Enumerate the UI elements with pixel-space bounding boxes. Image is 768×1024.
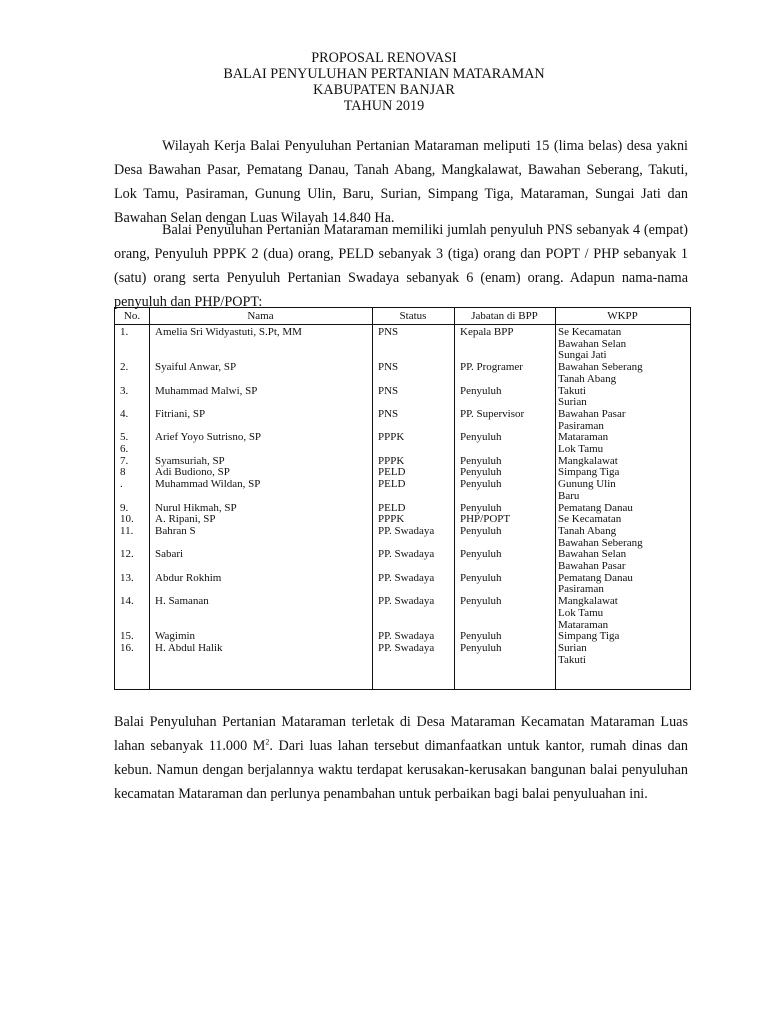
header-status: Status (399, 310, 427, 322)
table-cell-status: PELD (378, 466, 406, 479)
table-cell-wkpp: Bawahan Pasar (558, 407, 626, 420)
table-cell-wkpp: Pematang Danau (558, 571, 633, 584)
title-line-2: BALAI PENYULUHAN PERTANIAN MATARAMAN (223, 66, 545, 82)
table-cell-nama: H. Abdul Halik (155, 641, 223, 654)
paragraph-lokasi-text-continued: . Dari luas lahan tersebut dimanfaatkan untuk kantor, rumah dinas dan kebun. Namun dengan berjalannya waktu terdapat kerusakan-kerusakan bangunan balai penyuluhan kecamatan Mataraman dan perlunya penambahan untuk perbaikan bagi balai penyuluahan ini. (114, 738, 688, 802)
table-cell-status: PP. Swadaya (378, 641, 435, 654)
table-cell-no: 7. (120, 454, 129, 467)
table-cell-no: 6. (120, 443, 129, 455)
table-cell-status: PELD (378, 478, 406, 491)
table-cell-nama: H. Samanan (155, 595, 209, 608)
table-cell-no: 10. (120, 513, 134, 526)
table-cell-status: PP. Swadaya (378, 524, 435, 537)
table-cell-wkpp: Mataraman (558, 431, 609, 444)
table-cell-nama: Muhammad Wildan, SP (155, 478, 261, 491)
table-cell-status: PNS (378, 407, 399, 420)
table-cell-status: PPPK (378, 431, 405, 444)
superscript-2: 2 (265, 737, 270, 747)
header-nama: Nama (247, 310, 274, 322)
table-cell-jabatan: Penyuluh (460, 630, 502, 643)
table-cell-wkpp: Mangkalawat (558, 454, 618, 467)
table-cell-nama: Nurul Hikmah, SP (155, 501, 237, 514)
table-cell-nama: Sabari (155, 548, 184, 561)
title-line-3: KABUPATEN BANJAR (313, 82, 455, 98)
table-cell-no: 2. (120, 361, 129, 374)
table-cell-jabatan: Penyuluh (460, 524, 502, 537)
table-cell-wkpp: Bawahan Selan (558, 548, 627, 561)
table-cell-wkpp: Surian (558, 396, 587, 409)
table-cell-jabatan: Kepala BPP (460, 326, 514, 338)
table-cell-no: 12. (120, 548, 134, 561)
table-column-divider (454, 308, 455, 689)
table-cell-no: 11. (120, 524, 134, 537)
table-cell-jabatan: Penyuluh (460, 501, 502, 514)
table-cell-nama: Muhammad Malwi, SP (155, 384, 258, 397)
table-cell-no: 16. (120, 641, 134, 654)
table-cell-nama: Amelia Sri Widyastuti, S.Pt, MM (155, 326, 302, 338)
table-cell-wkpp: Pasiraman (558, 583, 604, 596)
table-cell-no: 13. (120, 571, 134, 584)
table-cell-wkpp: Simpang Tiga (558, 466, 620, 479)
paragraph-lokasi-text: Balai Penyuluhan Pertanian Mataraman terletak di Desa Mataraman Kecamatan Mataraman Luas lahan sebanyak 11.000 M (114, 714, 688, 754)
table-cell-status: PELD (378, 501, 406, 514)
table-cell-jabatan: Penyuluh (460, 431, 502, 444)
table-cell-nama: Fitriani, SP (155, 407, 206, 420)
table-cell-wkpp: Bawahan Selan (558, 337, 627, 350)
table-cell-wkpp: Pasiraman (558, 419, 604, 432)
table-cell-status: PNS (378, 384, 399, 397)
table-cell-wkpp: Takuti (558, 653, 586, 666)
table-cell-jabatan: Penyuluh (460, 595, 502, 608)
table-cell-wkpp: Se Kecamatan (558, 513, 622, 526)
table-cell-wkpp: Lok Tamu (558, 606, 604, 619)
table-cell-wkpp: Simpang Tiga (558, 630, 620, 643)
header-wkpp: WKPP (607, 310, 638, 322)
table-cell-wkpp: Bawahan Seberang (558, 361, 643, 374)
table-cell-nama: Adi Budiono, SP (155, 466, 230, 479)
paragraph-lokasi-balai (114, 710, 688, 806)
table-cell-no: 5. (120, 431, 129, 444)
table-cell-nama: Syamsuriah, SP (155, 454, 225, 467)
table-cell-status: PP. Swadaya (378, 630, 435, 643)
table-cell-status: PPPK (378, 454, 405, 467)
table-cell-jabatan: Penyuluh (460, 478, 502, 491)
table-cell-no: 15. (120, 630, 134, 643)
table-column-divider (555, 308, 556, 689)
table-column-divider (372, 308, 373, 689)
table-cell-wkpp: Surian (558, 641, 587, 654)
table-cell-wkpp: Sungai Jati (558, 349, 607, 362)
table-header-divider (115, 324, 690, 325)
table-cell-wkpp: Lok Tamu (558, 443, 604, 455)
table-cell-no: . (120, 478, 123, 491)
table-cell-wkpp: Se Kecamatan (558, 326, 622, 338)
table-cell-status: PP. Swadaya (378, 571, 435, 584)
table-cell-wkpp: Takuti (558, 384, 586, 397)
table-cell-jabatan: Penyuluh (460, 466, 502, 479)
table-cell-wkpp: Baru (558, 489, 580, 502)
table-cell-no: 1. (120, 326, 129, 338)
table-cell-no: 9. (120, 501, 129, 514)
penyuluh-table (114, 307, 691, 690)
paragraph-jumlah-penyuluh: Balai Penyuluhan Pertanian Mataraman memiliki jumlah penyuluh PNS sebanyak 4 (empat) orang, Penyuluh PPPK 2 (dua) orang, PELD sebanyak 3 (tiga) orang dan POPT / PHP sebanyak 1 (satu) orang serta Penyuluh Pertanian Swadaya sebanyak 6 (enam) orang. Adapun nama-nama penyuluh dan PHP/POPT: (114, 222, 688, 310)
table-cell-wkpp: Gunung Ulin (558, 478, 616, 491)
table-cell-nama: Bahran S (155, 524, 196, 537)
table-cell-nama: A. Ripani, SP (155, 513, 216, 526)
table-cell-wkpp: Mangkalawat (558, 595, 618, 608)
table-cell-jabatan: Penyuluh (460, 571, 502, 584)
table-cell-wkpp: Mataraman (558, 618, 609, 631)
title-line-4: TAHUN 2019 (343, 98, 425, 114)
table-cell-wkpp: Bawahan Pasar (558, 560, 626, 572)
title-line-1: PROPOSAL RENOVASI (311, 50, 457, 66)
table-cell-status: PNS (378, 361, 399, 374)
table-cell-nama: Abdur Rokhim (155, 571, 222, 584)
table-cell-jabatan: PP. Supervisor (460, 407, 525, 420)
table-cell-jabatan: Penyuluh (460, 454, 502, 467)
table-cell-jabatan: PHP/POPT (460, 513, 511, 526)
table-cell-nama: Syaiful Anwar, SP (155, 361, 237, 374)
table-cell-no: 3. (120, 384, 129, 397)
table-cell-jabatan: Penyuluh (460, 641, 502, 654)
table-cell-status: PPPK (378, 513, 405, 526)
table-cell-status: PNS (378, 326, 399, 338)
table-cell-no: 8 (120, 466, 126, 479)
table-cell-no: 4. (120, 407, 129, 420)
table-cell-jabatan: Penyuluh (460, 548, 502, 561)
table-cell-wkpp: Pematang Danau (558, 501, 633, 514)
table-cell-wkpp: Bawahan Seberang (558, 536, 643, 549)
table-cell-status: PP. Swadaya (378, 595, 435, 608)
table-cell-wkpp: Tanah Abang (558, 372, 617, 385)
table-cell-status: PP. Swadaya (378, 548, 435, 561)
table-cell-jabatan: Penyuluh (460, 384, 502, 397)
table-cell-no: 14. (120, 595, 134, 608)
table-cell-nama: Arief Yoyo Sutrisno, SP (155, 431, 262, 444)
table-column-divider (149, 308, 150, 689)
table-cell-jabatan: PP. Programer (460, 361, 523, 374)
table-cell-wkpp: Tanah Abang (558, 524, 617, 537)
table-cell-nama: Wagimin (155, 630, 196, 643)
header-jabatan: Jabatan di BPP (471, 310, 538, 322)
document-title (0, 50, 768, 114)
header-no: No. (123, 310, 141, 322)
paragraph-wilayah-kerja: Wilayah Kerja Balai Penyuluhan Pertanian Mataraman meliputi 15 (lima belas) desa yakni Desa Bawahan Pasar, Pematang Danau, Tanah Abang, Mangkalawat, Bawahan Seberang, Takuti, Lok Tamu, Pasiraman, Gunung Ulin, Baru, Surian, Simpang Tiga, Mataraman, Sungai Jati dan Bawahan Selan dengan Luas Wilayah 14.840 Ha. (114, 138, 688, 226)
